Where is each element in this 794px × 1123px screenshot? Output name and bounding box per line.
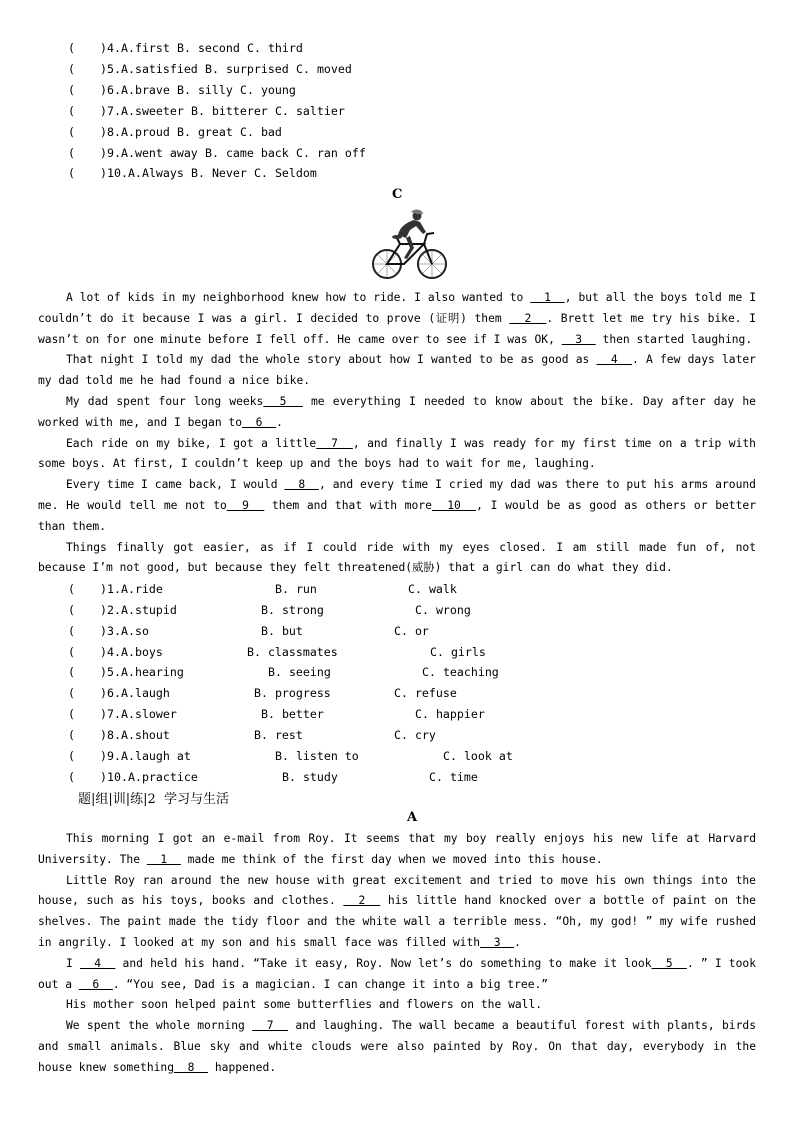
option-b[interactable]: B. seeing — [268, 665, 331, 680]
option-b[interactable]: B. run — [275, 582, 317, 596]
answer-paren-open: ( — [68, 61, 75, 76]
question-number: 6. — [107, 82, 121, 97]
option-c[interactable]: C. walk — [408, 582, 457, 596]
passage-paragraph — [38, 288, 756, 350]
section-a2-title: A — [407, 810, 418, 825]
option-a[interactable]: A.went away — [121, 145, 198, 160]
passage-text: My dad spent four long weeks — [66, 394, 264, 408]
answer-blank: 6 — [78, 977, 113, 991]
option-c[interactable]: C. Seldom — [254, 166, 317, 181]
answer-paren-close: ) — [100, 82, 107, 97]
answer-paren-open: ( — [68, 103, 75, 118]
option-c[interactable]: C. bad — [240, 124, 282, 139]
section-c-title: C — [392, 187, 403, 202]
passage-paragraph — [38, 995, 756, 1016]
question-number: 5. — [107, 665, 121, 680]
option-b[interactable]: B. bitterer — [191, 103, 268, 118]
answer-paren-open: ( — [68, 145, 75, 160]
answer-paren-close: ) — [100, 686, 107, 701]
passage-text: , and every time I cried my dad was there to put his arms around me. He would tell me not to — [38, 478, 756, 512]
option-b[interactable]: B. strong — [261, 602, 324, 617]
question-number: 8. — [107, 727, 121, 742]
option-a[interactable]: A.first — [121, 41, 170, 55]
answer-paren-open: ( — [68, 665, 75, 680]
option-a[interactable]: A.hearing — [121, 665, 184, 680]
passage-text: then started laughing. — [595, 332, 753, 346]
section-c-passage — [38, 288, 756, 579]
answer-paren-open: ( — [68, 707, 75, 722]
answer-paren-open: ( — [68, 602, 75, 617]
option-a[interactable]: A.shout — [121, 727, 170, 742]
answer-paren-close: ) — [100, 166, 107, 181]
answer-paren-close: ) — [100, 602, 107, 617]
option-c[interactable]: C. girls — [430, 644, 486, 659]
girl-cycling-illustration — [370, 208, 450, 282]
answer-blank: 9 — [226, 498, 265, 512]
group-2-heading: 题|组|训|练|2 学习与生活 — [78, 792, 230, 807]
option-a[interactable]: A.proud — [121, 124, 170, 139]
question-number: 7. — [107, 707, 121, 722]
passage-text: . ” I took out a — [38, 956, 757, 991]
option-b[interactable]: B. study — [282, 769, 338, 784]
passage-text: Each ride on my bike, I got a little — [66, 436, 317, 450]
answer-blank: 8 — [174, 1060, 209, 1074]
answer-blank: 2 — [509, 311, 547, 325]
answer-blank: 7 — [252, 1019, 289, 1033]
answer-paren-open: ( — [68, 686, 75, 701]
option-c[interactable]: C. young — [240, 82, 296, 97]
option-a[interactable]: A.sweeter — [121, 103, 184, 118]
answer-blank: 10 — [431, 498, 477, 512]
passage-paragraph — [38, 475, 756, 537]
option-c[interactable]: C. saltier — [275, 103, 345, 118]
answer-paren-close: ) — [100, 727, 107, 742]
passage-text: . — [514, 935, 521, 949]
question-number: 2. — [107, 602, 121, 617]
answer-paren-close: ) — [100, 644, 107, 659]
passage-text: . “You see, Dad is a magician. I can change it into a big tree.” — [112, 977, 549, 991]
option-c[interactable]: C. moved — [296, 61, 352, 76]
passage-text: We spent the whole morning — [66, 1019, 253, 1033]
passage-paragraph — [38, 871, 756, 954]
question-number: 8. — [107, 124, 121, 139]
passage-text: Things finally got easier, as if I could ride with my eyes closed. I am still made fun of, not because I’m not good, but because they felt threatened(威胁) that a girl can do what they did. — [38, 540, 756, 575]
passage-text: happened. — [208, 1060, 277, 1074]
option-a[interactable]: A.stupid — [121, 602, 177, 617]
answer-paren-close: ) — [100, 582, 107, 596]
question-number: 3. — [107, 623, 121, 638]
option-a[interactable]: A.so — [121, 623, 149, 638]
option-c[interactable]: C. look at — [443, 748, 513, 763]
passage-paragraph — [38, 434, 756, 476]
option-b[interactable]: B. second — [177, 41, 240, 55]
answer-paren-close: ) — [100, 707, 107, 722]
passage-text: , I would be as good as others or better than them. — [38, 498, 756, 533]
passage-text: , but all the boys told me I couldn’t do it because I was a girl. I decided to prove (证明) them — [38, 291, 756, 325]
option-c[interactable]: C. time — [429, 769, 478, 784]
passage-text: Little Roy ran around the new house with great excitement and tried to move his own things into the house, such as his toys, books and clothes. — [38, 873, 756, 908]
option-a[interactable]: A.laugh — [121, 686, 170, 701]
option-b[interactable]: B. better — [261, 707, 324, 722]
passage-paragraph — [38, 829, 756, 871]
option-a[interactable]: A.Always — [128, 166, 184, 181]
answer-paren-open: ( — [68, 727, 75, 742]
answer-paren-close: ) — [100, 623, 107, 638]
option-c[interactable]: C. teaching — [422, 665, 499, 680]
passage-text: and held his hand. “Take it easy, Roy. Now let’s do something to make it look — [115, 956, 652, 970]
answer-paren-close: ) — [100, 103, 107, 118]
question-number: 9. — [107, 748, 121, 763]
answer-paren-open: ( — [68, 644, 75, 659]
passage-text: That night I told my dad the whole story about how I wanted to be as good as — [66, 353, 597, 367]
option-a[interactable]: A.boys — [121, 644, 163, 659]
question-number: 7. — [107, 103, 121, 118]
option-c[interactable]: C. refuse — [394, 686, 457, 701]
question-number: 5. — [107, 61, 121, 76]
passage-text: me everything I needed to know about the bike. Day after day he worked with me, and I began to — [38, 394, 756, 429]
answer-paren-close: ) — [100, 769, 107, 784]
answer-blank: 6 — [242, 415, 277, 429]
option-b[interactable]: B. surprised — [205, 61, 289, 76]
answer-blank: 3 — [561, 332, 596, 346]
option-a[interactable]: A.ride — [121, 582, 163, 596]
option-c[interactable]: C. cry — [394, 727, 436, 742]
answer-blank: 7 — [316, 436, 353, 450]
option-a[interactable]: A.slower — [121, 707, 177, 722]
answer-paren-close: ) — [100, 145, 107, 160]
answer-paren-open: ( — [68, 82, 75, 97]
option-a[interactable]: A.laugh at — [121, 748, 191, 763]
passage-text: his little hand knocked over a bottle of paint on the shelves. The paint made the tidy floor and the white wall a terrible mess. “Oh, my god! ” my wife rushed in angrily. I looked at my son and his small face was filled with — [38, 894, 756, 949]
passage-text: His mother soon helped paint some butterflies and flowers on the wall. — [66, 998, 543, 1012]
passage-text: This morning I got an e-mail from Roy. It seems that my boy really enjoys his new life at Harvard University. The — [38, 832, 756, 866]
section-a2-passage — [38, 829, 756, 1079]
option-b[interactable]: B. progress — [254, 686, 331, 701]
option-b[interactable]: B. Never — [191, 166, 247, 181]
answer-paren-open: ( — [68, 582, 75, 596]
option-a[interactable]: A.practice — [128, 769, 198, 784]
answer-paren-open: ( — [68, 769, 75, 784]
option-b[interactable]: B. rest — [254, 727, 303, 742]
question-number: 10. — [107, 769, 128, 784]
question-number: 9. — [107, 145, 121, 160]
question-number: 10. — [107, 166, 128, 181]
question-number: 6. — [107, 686, 121, 701]
passage-text: A lot of kids in my neighborhood knew how to ride. I also wanted to — [66, 291, 531, 304]
option-c[interactable]: C. or — [394, 623, 429, 638]
passage-paragraph — [38, 350, 756, 392]
passage-text: Every time I came back, I would — [66, 478, 285, 492]
passage-text: , and finally I was ready for my first time on a trip with some boys. At first, I couldn’t keep up and the boys had to wait for me, laughing. — [38, 436, 756, 471]
answer-paren-open: ( — [68, 124, 75, 139]
answer-blank: 3 — [480, 935, 515, 949]
passage-text: . A few days later my dad told me he had found a nice bike. — [38, 353, 756, 388]
passage-text: I — [66, 956, 80, 970]
answer-paren-close: ) — [100, 61, 107, 76]
option-a[interactable]: A.satisfied — [121, 61, 198, 76]
answer-blank: 1 — [146, 852, 181, 866]
answer-paren-close: ) — [100, 41, 107, 55]
passage-paragraph — [38, 954, 756, 996]
option-b[interactable]: B. classmates — [247, 644, 338, 659]
option-c[interactable]: C. ran off — [296, 145, 366, 160]
option-b[interactable]: B. came back — [205, 145, 289, 160]
passage-paragraph — [38, 1016, 756, 1078]
option-b[interactable]: B. great — [177, 124, 233, 139]
answer-blank: 5 — [263, 394, 303, 408]
answer-blank: 2 — [343, 894, 381, 908]
answer-paren-open: ( — [68, 166, 75, 181]
answer-paren-close: ) — [100, 748, 107, 763]
answer-paren-close: ) — [100, 665, 107, 680]
question-number: 4. — [107, 644, 121, 659]
option-c[interactable]: C. wrong — [415, 602, 471, 617]
answer-blank: 1 — [530, 291, 565, 304]
passage-paragraph — [38, 392, 756, 434]
option-b[interactable]: B. listen to — [275, 748, 359, 763]
answer-blank: 4 — [79, 956, 116, 970]
answer-blank: 5 — [651, 956, 687, 970]
option-a[interactable]: A.brave — [121, 82, 170, 97]
passage-text: them and that with more — [264, 498, 432, 512]
passage-text: and laughing. The wall became a beautiful forest with plants, birds and small animals. Blue sky and white clouds were also painted by Roy. On that day, everybody in the house knew something — [38, 1019, 756, 1074]
answer-paren-open: ( — [68, 748, 75, 763]
option-b[interactable]: B. but — [261, 623, 303, 638]
option-b[interactable]: B. silly — [177, 82, 233, 97]
passage-paragraph — [38, 538, 756, 580]
passage-text: . — [276, 415, 283, 429]
answer-paren-open: ( — [68, 41, 75, 55]
answer-paren-open: ( — [68, 623, 75, 638]
option-c[interactable]: C. third — [247, 41, 303, 55]
question-number: 4. — [107, 41, 121, 55]
passage-text: . Brett let me try his bike. I wasn’t on for one minute before I fell off. He came over to see if I was OK, — [38, 311, 756, 346]
answer-paren-close: ) — [100, 124, 107, 139]
option-c[interactable]: C. happier — [415, 707, 485, 722]
question-number: 1. — [107, 582, 121, 596]
passage-text: made me think of the first day when we moved into this house. — [180, 852, 603, 866]
answer-blank: 4 — [596, 353, 633, 367]
answer-blank: 8 — [284, 478, 319, 492]
